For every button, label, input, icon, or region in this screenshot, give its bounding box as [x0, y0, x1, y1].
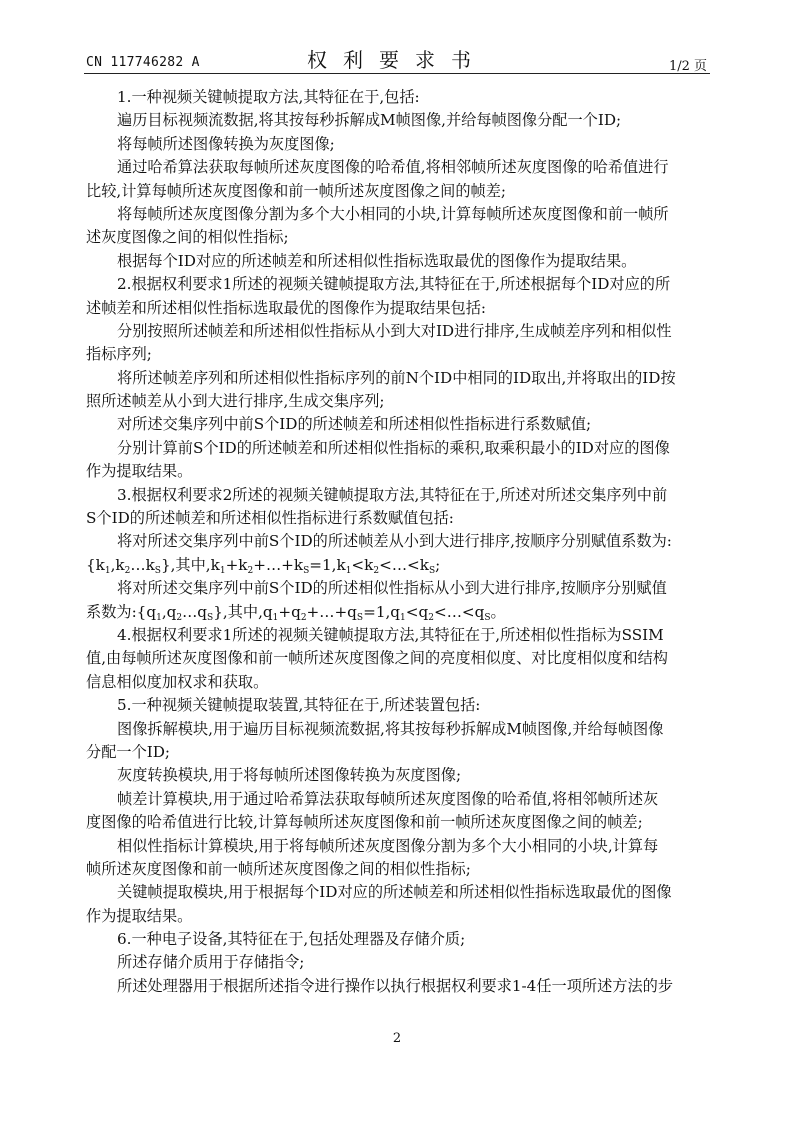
page-number: 2	[392, 1031, 402, 1046]
text-line: 比较,计算每帧所述灰度图像和前一帧所述灰度图像之间的帧差;	[86, 181, 507, 200]
text-line: 将对所述交集序列中前S个ID的所述相似性指标从小到大进行排序,按顺序分别赋值	[117, 579, 667, 598]
text-line: 帧差计算模块,用于通过哈希算法获取每帧所述灰度图像的哈希值,将相邻帧所述灰	[117, 789, 659, 808]
document-title: 权利要求书	[307, 48, 487, 72]
text-line: 分别按照所述帧差和所述相似性指标从小到大对ID进行排序,生成帧差序列和相似性	[117, 321, 672, 340]
text-line: 帧所述灰度图像和前一帧所述灰度图像之间的相似性指标;	[86, 859, 471, 878]
text-line: 关键帧提取模块,用于根据每个ID对应的所述帧差和所述相似性指标选取最优的图像	[117, 883, 672, 902]
text-line: 作为提取结果。	[86, 906, 193, 925]
text-line: 度图像的哈希值进行比较,计算每帧所述灰度图像和前一帧所述灰度图像之间的帧差;	[86, 813, 643, 832]
text-line: 所述处理器用于根据所述指令进行操作以执行根据权利要求1-4任一项所述方法的步	[117, 976, 674, 995]
text-line: 述灰度图像之间的相似性指标;	[86, 228, 289, 247]
text-line: 系数为$:\{q_1,q_2\dots q_S\}$,其中$,q_1+q_2+\dots+q_S=1,q_1<q_2<\dots<q_S$。	[86, 602, 506, 623]
publication-number: CN 117746282 A	[86, 55, 200, 70]
text-line: 分别计算前S个ID的所述帧差和所述相似性指标的乘积,取乘积最小的ID对应的图像	[117, 438, 670, 457]
text-line: 通过哈希算法获取每帧所述灰度图像的哈希值,将相邻帧所述灰度图像的哈希值进行	[117, 158, 669, 177]
header-divider	[84, 73, 710, 74]
text-line: 将所述帧差序列和所述相似性指标序列的前N个ID中相同的ID取出,并将取出的ID按	[117, 368, 676, 387]
text-line: 将每帧所述图像转换为灰度图像;	[117, 134, 335, 153]
text-line: 对所述交集序列中前S个ID的所述帧差和所述相似性指标进行系数赋值;	[117, 415, 592, 434]
page-header	[0, 40, 794, 80]
text-line: 2.根据权利要求1所述的视频关键帧提取方法,其特征在于,所述根据每个ID对应的所	[117, 275, 671, 294]
text-line: $\{k_1,k_2\dots k_S\}$,其中$,k_1+k_2+\dots+k_S=1,k_1<k_2<\dots<k_S$;	[86, 555, 441, 576]
text-line: 将对所述交集序列中前S个ID的所述帧差从小到大进行排序,按顺序分别赋值系数为:	[117, 532, 672, 551]
text-line: 述帧差和所述相似性指标选取最优的图像作为提取结果包括:	[86, 298, 486, 317]
text-line: 5.一种视频关键帧提取装置,其特征在于,所述装置包括:	[117, 696, 481, 715]
text-line: 所述存储介质用于存储指令;	[117, 953, 305, 972]
text-line: 分配一个ID;	[86, 742, 171, 761]
page-indicator: 1/2 页	[668, 59, 707, 74]
text-line: 灰度转换模块,用于将每帧所述图像转换为灰度图像;	[117, 766, 462, 785]
text-line: 3.根据权利要求2所述的视频关键帧提取方法,其特征在于,所述对所述交集序列中前	[117, 485, 668, 504]
text-line: 相似性指标计算模块,用于将每帧所述灰度图像分割为多个大小相同的小块,计算每	[117, 836, 659, 855]
text-line: 图像拆解模块,用于遍历目标视频流数据,将其按每秒拆解成M帧图像,并给每帧图像	[117, 719, 664, 738]
text-line: 信息相似度加权求和获取。	[86, 672, 269, 691]
text-line: 6.一种电子设备,其特征在于,包括处理器及存储介质;	[117, 930, 466, 949]
text-line: 照所述帧差从小到大进行排序,生成交集序列;	[86, 392, 385, 411]
text-line: 值,由每帧所述灰度图像和前一帧所述灰度图像之间的亮度相似度、对比度相似度和结构	[86, 649, 668, 668]
text-line: 将每帧所述灰度图像分割为多个大小相同的小块,计算每帧所述灰度图像和前一帧所	[117, 204, 669, 223]
text-line: 指标序列;	[86, 345, 152, 364]
text-line: S个ID的所述帧差和所述相似性指标进行系数赋值包括:	[86, 509, 454, 528]
text-line: 根据每个ID对应的所述帧差和所述相似性指标选取最优的图像作为提取结果。	[117, 251, 637, 270]
text-line: 4.根据权利要求1所述的视频关键帧提取方法,其特征在于,所述相似性指标为SSIM	[117, 625, 664, 644]
text-line: 作为提取结果。	[86, 462, 193, 481]
claims-body	[86, 86, 709, 998]
text-line: 1.一种视频关键帧提取方法,其特征在于,包括:	[117, 88, 420, 106]
text-line: 遍历目标视频流数据,将其按每秒拆解成M帧图像,并给每帧图像分配一个ID;	[117, 111, 622, 130]
